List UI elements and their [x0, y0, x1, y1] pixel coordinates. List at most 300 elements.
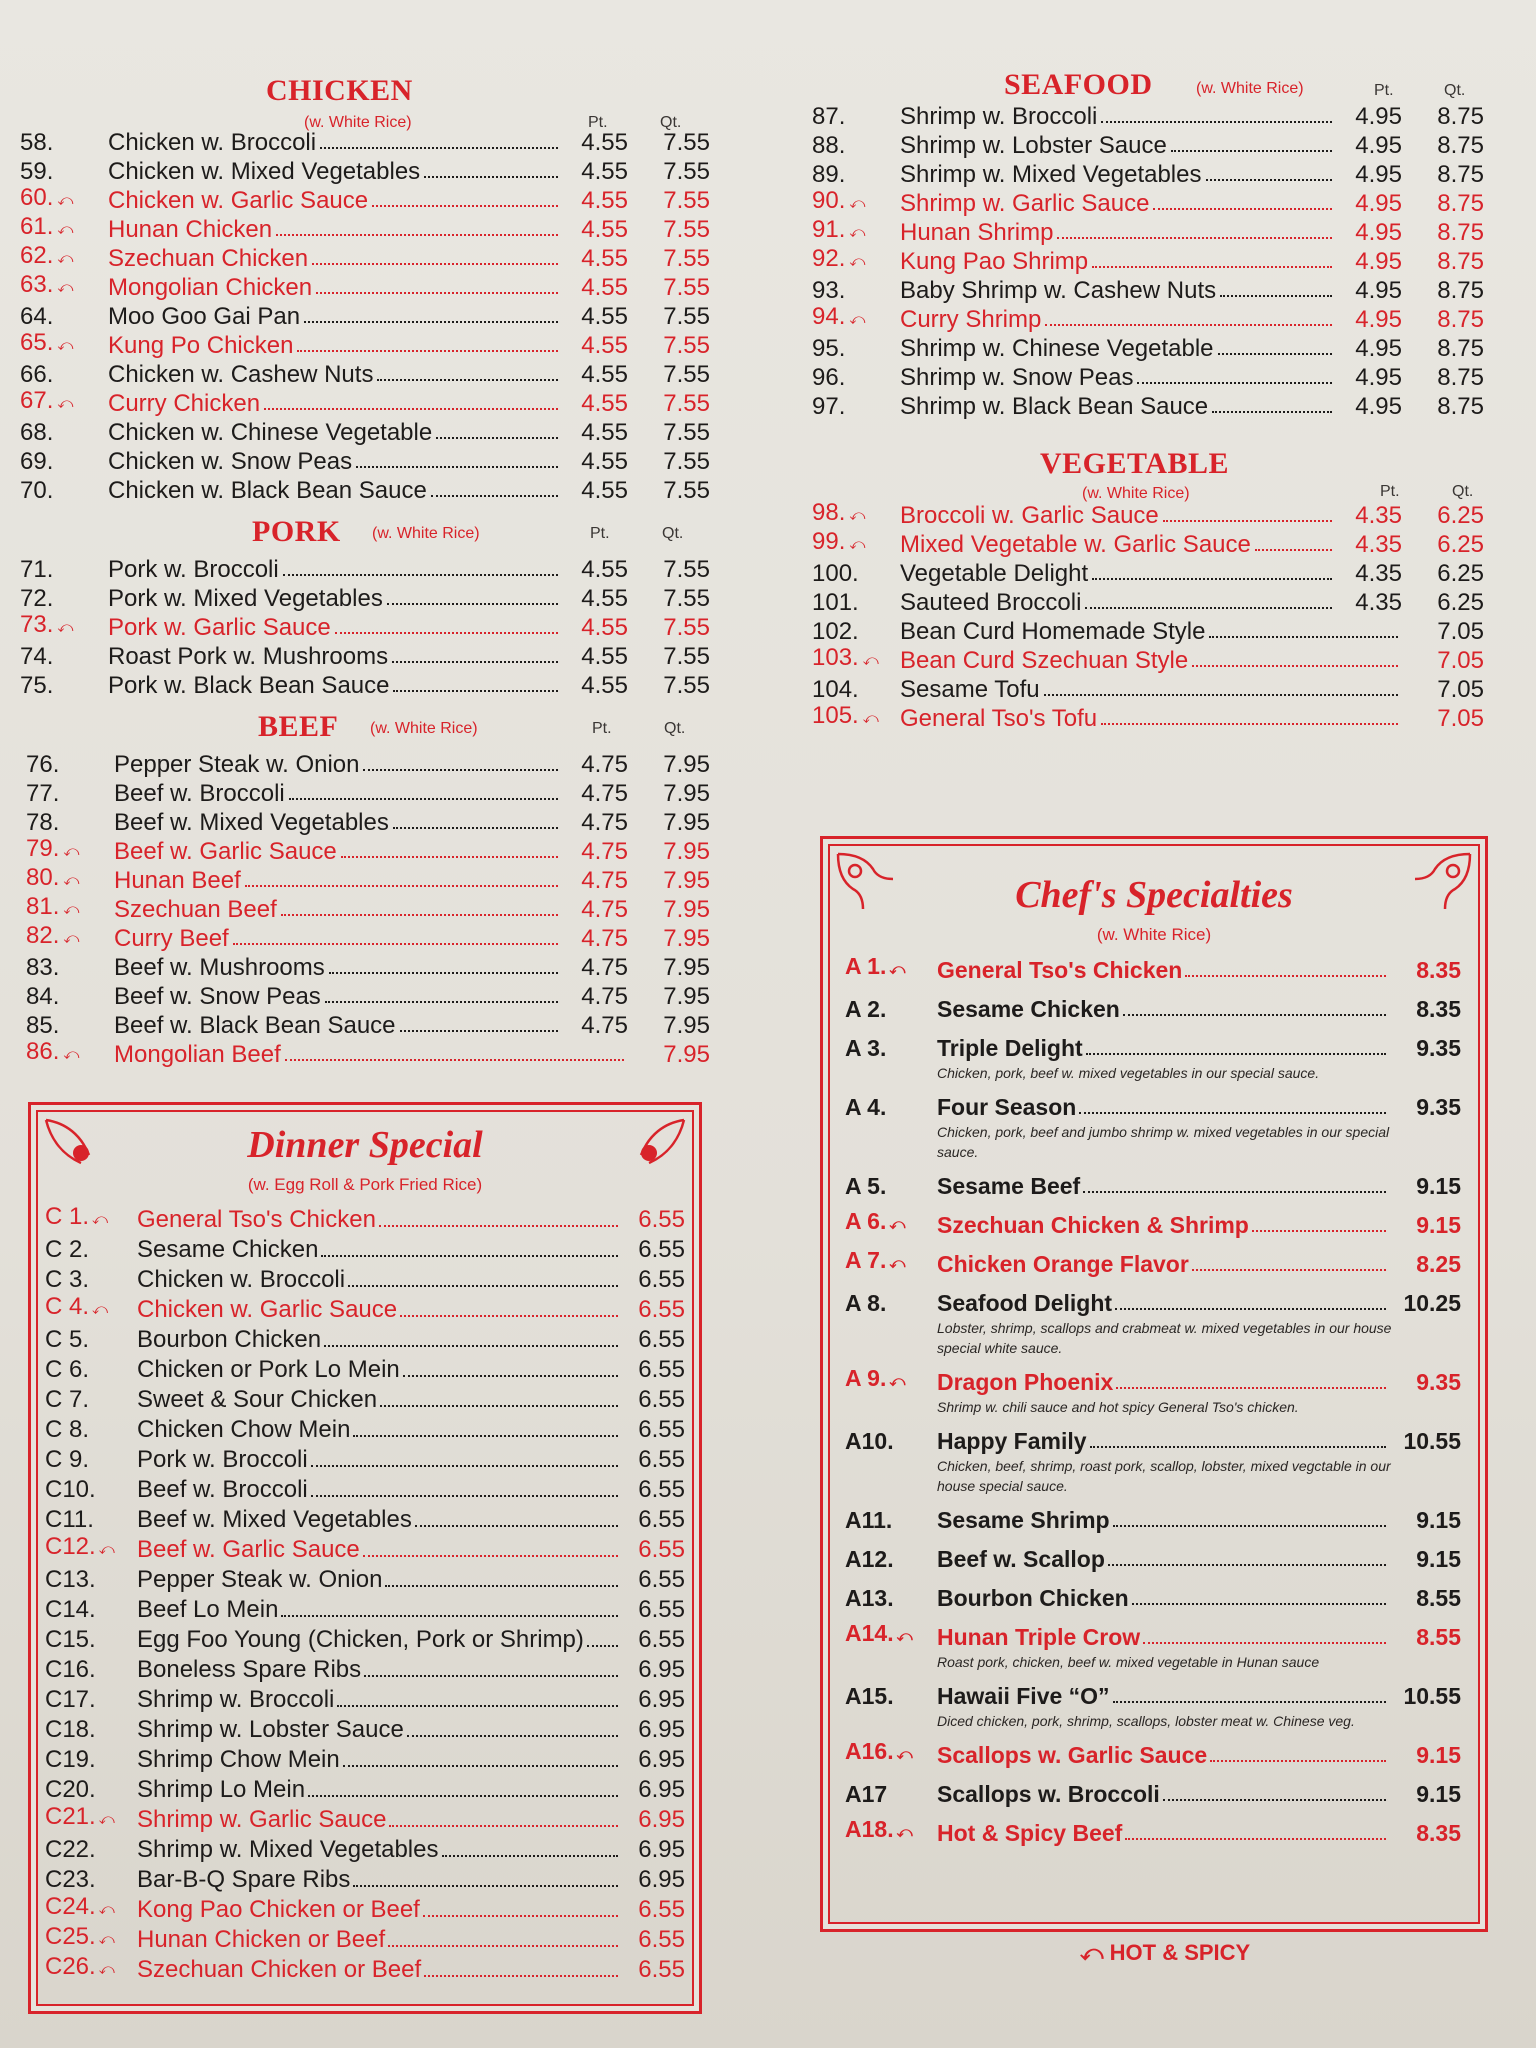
- item-name: Seafood Delight: [937, 1290, 1113, 1316]
- item-name: Happy Family: [937, 1428, 1087, 1454]
- leader-dots: [400, 1315, 618, 1317]
- menu-item: [45, 1265, 685, 1295]
- item-price: 8.55: [1416, 1585, 1461, 1611]
- menu-item: [20, 331, 710, 360]
- item-line: [845, 1033, 1461, 1063]
- menu-item: [26, 1011, 710, 1040]
- item-number-text: 71.: [20, 556, 54, 583]
- menu-item: [26, 982, 710, 1011]
- menu-item: [45, 1625, 685, 1655]
- menu-item: [45, 1445, 685, 1475]
- item-name: Chicken or Pork Lo Mein: [137, 1356, 400, 1383]
- item-price: 8.55: [1416, 1624, 1461, 1650]
- item-name: Bourbon Chicken: [937, 1585, 1129, 1611]
- item-number: [812, 392, 900, 421]
- legend-label: HOT & SPICY: [1109, 1940, 1251, 1965]
- vegetable-qt-label: Qt.: [1452, 483, 1474, 500]
- quart-price: 8.75: [1437, 277, 1484, 304]
- leader-dots: [1206, 179, 1333, 181]
- item-number: [45, 1475, 137, 1505]
- item-number: [20, 642, 108, 671]
- item-name: Beef Lo Mein: [137, 1596, 279, 1623]
- item-line: [845, 1367, 1461, 1397]
- seafood-title: SEAFOOD: [1004, 68, 1153, 101]
- item-name: Shrimp w. Broccoli: [900, 103, 1098, 130]
- item-number: [45, 1595, 137, 1625]
- leader-dots: [372, 205, 558, 207]
- seafood-list: [812, 102, 1484, 421]
- quart-price: 7.95: [663, 1041, 710, 1068]
- pepper-icon: ⤺: [849, 311, 866, 328]
- item-number: [45, 1625, 137, 1655]
- leader-dots: [363, 1555, 618, 1557]
- leader-dots: [1220, 295, 1332, 297]
- leader-dots: [1218, 353, 1332, 355]
- leader-dots: [442, 1855, 619, 1857]
- item-number-text: C 1.: [45, 1203, 90, 1230]
- menu-item: [45, 1685, 685, 1715]
- item-number-text: 60.: [20, 184, 54, 211]
- chicken-title: CHICKEN: [266, 74, 413, 107]
- item-number-text: A16.: [845, 1738, 894, 1764]
- leader-dots: [233, 943, 558, 945]
- item-price: 6.95: [638, 1836, 685, 1863]
- item-number: [845, 1618, 937, 1652]
- menu-item: [845, 1583, 1461, 1613]
- item-name: Szechuan Beef: [114, 896, 277, 923]
- item-line: [845, 955, 1461, 985]
- item-number-text: 104.: [812, 676, 859, 703]
- item-number: [20, 584, 108, 613]
- leader-dots: [1209, 636, 1398, 638]
- item-number-text: 64.: [20, 303, 54, 330]
- item-name: Beef w. Scallop: [937, 1546, 1105, 1572]
- item-number: [26, 921, 114, 953]
- item-number-text: C10.: [45, 1476, 96, 1503]
- leader-dots: [389, 1825, 618, 1827]
- item-name: Beef w. Snow Peas: [114, 983, 321, 1010]
- leader-dots: [321, 1255, 618, 1257]
- quart-price: 7.05: [1437, 618, 1484, 645]
- item-name: Hunan Triple Crow: [937, 1624, 1141, 1650]
- item-number: [45, 1745, 137, 1775]
- item-name: Chicken w. Broccoli: [108, 129, 317, 156]
- quart-price: 7.95: [663, 896, 710, 923]
- leader-dots: [424, 176, 558, 178]
- quart-price: 7.55: [663, 672, 710, 699]
- item-number-text: 58.: [20, 129, 54, 156]
- item-price: 9.35: [1416, 1369, 1461, 1395]
- quart-price: 8.75: [1437, 103, 1484, 130]
- pint-price: 4.75: [581, 780, 628, 807]
- item-number-text: 79.: [26, 835, 60, 862]
- item-number-text: C16.: [45, 1656, 96, 1683]
- item-price: 10.25: [1403, 1290, 1461, 1316]
- item-price: 9.35: [1416, 1035, 1461, 1061]
- menu-item: [45, 1895, 685, 1925]
- leader-dots: [1185, 975, 1386, 977]
- leader-dots: [1192, 1269, 1386, 1271]
- pepper-icon: ⤺: [849, 507, 866, 524]
- item-name: Hunan Beef: [114, 867, 241, 894]
- menu-item: [20, 215, 710, 244]
- item-line: [845, 1210, 1461, 1240]
- quart-price: 7.95: [663, 751, 710, 778]
- item-number-text: 105.: [812, 702, 859, 729]
- menu-item: [20, 642, 710, 671]
- item-number: [20, 418, 108, 447]
- item-number-text: 92.: [812, 245, 846, 272]
- leader-dots: [320, 147, 558, 149]
- menu-item: [20, 671, 710, 700]
- right-column: [812, 0, 1484, 733]
- quart-price: 8.75: [1437, 306, 1484, 333]
- quart-price: 6.25: [1437, 531, 1484, 558]
- item-number-text: C 3.: [45, 1266, 90, 1293]
- item-price: 6.55: [638, 1386, 685, 1413]
- item-number: [20, 610, 108, 642]
- quart-price: 8.75: [1437, 219, 1484, 246]
- item-name: Beef w. Broccoli: [114, 780, 285, 807]
- pint-price: 4.95: [1355, 132, 1402, 159]
- item-line: [845, 1681, 1461, 1711]
- item-price: 6.55: [638, 1896, 685, 1923]
- item-name: Sesame Chicken: [137, 1236, 319, 1263]
- item-price: 6.55: [638, 1596, 685, 1623]
- leader-dots: [1113, 1525, 1386, 1527]
- pepper-icon: ⤺: [849, 224, 866, 241]
- item-name: Szechuan Chicken & Shrimp: [937, 1212, 1249, 1238]
- item-name: Mongolian Beef: [114, 1041, 281, 1068]
- item-price: 9.15: [1416, 1507, 1461, 1533]
- leader-dots: [1045, 324, 1332, 326]
- item-name: Pork w. Black Bean Sauce: [108, 672, 390, 699]
- item-number-text: C15.: [45, 1626, 96, 1653]
- beef-header: [20, 710, 710, 750]
- item-name: Moo Goo Gai Pan: [108, 303, 301, 330]
- quart-price: 7.55: [663, 419, 710, 446]
- item-name: Pork w. Broccoli: [108, 556, 279, 583]
- pepper-icon: ⤺: [862, 652, 879, 669]
- pint-price: 4.55: [581, 477, 628, 504]
- leader-dots: [364, 1675, 618, 1677]
- item-number-text: 102.: [812, 618, 859, 645]
- item-price: 6.55: [638, 1506, 685, 1533]
- item-number-text: C19.: [45, 1746, 96, 1773]
- menu-item: [20, 244, 710, 273]
- pepper-icon: ⤺: [63, 843, 80, 860]
- menu-item: [26, 808, 710, 837]
- menu-item: [20, 447, 710, 476]
- item-number-text: C 6.: [45, 1356, 90, 1383]
- item-name: Beef w. Garlic Sauce: [137, 1536, 360, 1563]
- item-price: 6.95: [638, 1806, 685, 1833]
- item-number: [45, 1265, 137, 1295]
- menu-item: [845, 1544, 1461, 1574]
- leader-dots: [1101, 723, 1398, 725]
- pork-title: PORK: [252, 515, 341, 548]
- vegetable-title: VEGETABLE: [1040, 447, 1229, 480]
- leader-dots: [1210, 1760, 1386, 1762]
- item-number-text: A15.: [845, 1683, 894, 1709]
- leader-dots: [1044, 694, 1398, 696]
- item-price: 6.95: [638, 1776, 685, 1803]
- item-name: Pepper Steak w. Onion: [137, 1566, 383, 1593]
- menu-item: [26, 779, 710, 808]
- item-number: [45, 1865, 137, 1895]
- quart-price: 7.95: [663, 1012, 710, 1039]
- leader-dots: [264, 408, 558, 410]
- leader-dots: [1171, 150, 1332, 152]
- item-number-text: 59.: [20, 158, 54, 185]
- item-name: Chicken w. Black Bean Sauce: [108, 477, 427, 504]
- item-number: [26, 808, 114, 837]
- leader-dots: [1163, 520, 1332, 522]
- item-number-text: A13.: [845, 1585, 894, 1611]
- menu-item: [20, 273, 710, 302]
- item-number: [812, 276, 900, 305]
- leader-dots: [308, 1795, 618, 1797]
- quart-price: 7.55: [663, 448, 710, 475]
- item-price: 9.15: [1416, 1742, 1461, 1768]
- item-price: 8.35: [1416, 1820, 1461, 1846]
- leader-dots: [377, 379, 558, 381]
- pint-price: 4.55: [581, 643, 628, 670]
- item-number-text: 96.: [812, 364, 846, 391]
- leader-dots: [424, 1975, 618, 1977]
- dinner-special-list: [45, 1205, 685, 1985]
- item-number-text: C 8.: [45, 1416, 90, 1443]
- menu-item: [20, 128, 710, 157]
- pepper-icon: ⤺: [849, 536, 866, 553]
- item-price: 6.55: [638, 1236, 685, 1263]
- pepper-icon: ⤺: [889, 1373, 906, 1390]
- leader-dots: [1086, 1053, 1386, 1055]
- item-name: Chicken w. Garlic Sauce: [137, 1296, 398, 1323]
- item-price: 6.95: [638, 1866, 685, 1893]
- left-column: [20, 0, 710, 1069]
- menu-item: [812, 276, 1484, 305]
- item-name: Four Season: [937, 1094, 1077, 1120]
- item-name: Triple Delight: [937, 1035, 1083, 1061]
- quart-price: 7.55: [663, 303, 710, 330]
- item-name: Shrimp w. Garlic Sauce: [900, 190, 1150, 217]
- quart-price: 7.95: [663, 780, 710, 807]
- item-name: Shrimp w. Snow Peas: [900, 364, 1134, 391]
- leader-dots: [436, 437, 558, 439]
- vegetable-subtitle: (w. White Rice): [1082, 485, 1190, 502]
- leader-dots: [407, 1735, 618, 1737]
- item-name: General Tso's Chicken: [937, 957, 1183, 983]
- pint-price: 4.95: [1355, 103, 1402, 130]
- item-number: [812, 675, 900, 704]
- leader-dots: [1255, 549, 1332, 551]
- menu-item: [812, 675, 1484, 704]
- item-name: Beef w. Mixed Vegetables: [114, 809, 389, 836]
- menu-item: [845, 1171, 1461, 1201]
- item-name: Chicken Chow Mein: [137, 1416, 351, 1443]
- leader-dots: [341, 856, 558, 858]
- menu-item: [812, 530, 1484, 559]
- pepper-icon: ⤺: [889, 1216, 906, 1233]
- item-number: [845, 1583, 937, 1613]
- item-number: [20, 386, 108, 418]
- pint-price: 4.95: [1355, 248, 1402, 275]
- item-number-text: 103.: [812, 644, 859, 671]
- pint-price: 4.75: [581, 809, 628, 836]
- leader-dots: [356, 466, 558, 468]
- quart-price: 7.05: [1437, 705, 1484, 732]
- leader-dots: [325, 1001, 558, 1003]
- pint-price: 4.55: [581, 332, 628, 359]
- menu-item: [20, 613, 710, 642]
- item-number: [812, 498, 900, 530]
- pint-price: 4.55: [581, 245, 628, 272]
- quart-price: 7.55: [663, 245, 710, 272]
- item-line: [845, 1544, 1461, 1574]
- item-price: 6.95: [638, 1746, 685, 1773]
- pork-header: [20, 515, 710, 555]
- item-description: Shrimp w. chili sauce and hot spicy General Tso's chicken.: [937, 1399, 1299, 1415]
- quart-price: 6.25: [1437, 560, 1484, 587]
- pepper-icon: ⤺: [57, 221, 74, 238]
- leader-dots: [1153, 208, 1332, 210]
- item-name: Shrimp w. Mixed Vegetables: [900, 161, 1202, 188]
- menu-item: [45, 1295, 685, 1325]
- item-number: [845, 1426, 937, 1456]
- item-price: 6.55: [638, 1446, 685, 1473]
- item-name: Bar-B-Q Spare Ribs: [137, 1866, 351, 1893]
- pint-price: 4.35: [1355, 589, 1402, 616]
- leader-dots: [329, 972, 558, 974]
- menu-item: [26, 750, 710, 779]
- pint-price: 4.35: [1355, 502, 1402, 529]
- item-number: [812, 588, 900, 617]
- item-number-text: A 3.: [845, 1035, 887, 1061]
- leader-dots: [1057, 237, 1332, 239]
- item-number: [45, 1835, 137, 1865]
- item-number: [45, 1445, 137, 1475]
- leader-dots: [1083, 1191, 1386, 1193]
- item-number: [812, 701, 900, 733]
- pint-price: 4.55: [581, 129, 628, 156]
- menu-item: [20, 555, 710, 584]
- item-name: Beef w. Black Bean Sauce: [114, 1012, 396, 1039]
- item-number: [812, 186, 900, 218]
- menu-item: [845, 1092, 1461, 1162]
- item-name: Kung Po Chicken: [108, 332, 294, 359]
- item-number-text: 66.: [20, 361, 54, 388]
- item-number-text: C 4.: [45, 1293, 90, 1320]
- item-number-text: 91.: [812, 216, 846, 243]
- item-line: [845, 1426, 1461, 1456]
- item-number: [20, 241, 108, 273]
- item-price: 9.15: [1416, 1781, 1461, 1807]
- pepper-icon: ⤺: [63, 930, 80, 947]
- item-line: [845, 1583, 1461, 1613]
- leader-dots: [316, 292, 558, 294]
- item-name: Chicken w. Cashew Nuts: [108, 361, 374, 388]
- item-number-text: 77.: [26, 780, 60, 807]
- pint-price: 4.95: [1355, 306, 1402, 333]
- item-number-text: C 5.: [45, 1326, 90, 1353]
- vegetable-pt-label: Pt.: [1380, 483, 1400, 500]
- menu-item: [45, 1655, 685, 1685]
- quart-price: 7.55: [663, 332, 710, 359]
- item-number-text: 95.: [812, 335, 846, 362]
- item-price: 6.55: [638, 1536, 685, 1563]
- item-number-text: C26.: [45, 1953, 96, 1980]
- item-line: [845, 1779, 1461, 1809]
- menu-item: [45, 1385, 685, 1415]
- quart-price: 7.55: [663, 129, 710, 156]
- pork-list: [20, 555, 710, 700]
- leader-dots: [283, 574, 558, 576]
- item-price: 9.15: [1416, 1173, 1461, 1199]
- item-line: [845, 1171, 1461, 1201]
- item-number-text: A14.: [845, 1620, 894, 1646]
- pint-price: 4.95: [1355, 161, 1402, 188]
- pint-price: 4.75: [581, 983, 628, 1010]
- leader-dots: [1116, 1387, 1386, 1389]
- seafood-subtitle: (w. White Rice): [1196, 80, 1304, 97]
- pint-price: 4.95: [1355, 364, 1402, 391]
- leader-dots: [1090, 1446, 1386, 1448]
- pint-price: 4.75: [581, 838, 628, 865]
- item-name: Scallops w. Garlic Sauce: [937, 1742, 1208, 1768]
- leader-dots: [1113, 1701, 1386, 1703]
- item-number-text: 86.: [26, 1038, 60, 1065]
- pepper-icon: ⤺: [98, 1931, 115, 1948]
- menu-item: [45, 1415, 685, 1445]
- menu-item: [812, 392, 1484, 421]
- seafood-header: [812, 68, 1484, 108]
- item-name: Beef w. Garlic Sauce: [114, 838, 337, 865]
- menu-item: [45, 1235, 685, 1265]
- item-line: [845, 1092, 1461, 1122]
- item-number-text: C13.: [45, 1566, 96, 1593]
- item-number-text: 78.: [26, 809, 60, 836]
- pint-price: 4.75: [581, 867, 628, 894]
- quart-price: 8.75: [1437, 132, 1484, 159]
- pork-subtitle: (w. White Rice): [372, 525, 480, 542]
- item-number: [26, 863, 114, 895]
- item-number-text: 97.: [812, 393, 846, 420]
- leader-dots: [403, 1375, 618, 1377]
- leader-dots: [1125, 1838, 1386, 1840]
- item-number: [20, 183, 108, 215]
- leader-dots: [281, 1615, 618, 1617]
- pepper-icon: ⤺: [896, 1746, 913, 1763]
- item-number: [20, 447, 108, 476]
- item-number-text: 83.: [26, 954, 60, 981]
- leader-dots: [380, 1405, 618, 1407]
- quart-price: 7.55: [663, 614, 710, 641]
- item-number: [845, 1288, 937, 1318]
- item-number-text: C25.: [45, 1923, 96, 1950]
- quart-price: 7.55: [663, 643, 710, 670]
- beef-list: [26, 750, 710, 1069]
- item-name: Chicken w. Mixed Vegetables: [108, 158, 421, 185]
- leader-dots: [324, 1345, 618, 1347]
- item-number-text: A10.: [845, 1428, 894, 1454]
- leader-dots: [587, 1645, 618, 1647]
- item-name: Shrimp Lo Mein: [137, 1776, 306, 1803]
- leader-dots: [1163, 1799, 1386, 1801]
- item-number: [20, 270, 108, 302]
- menu-item: [26, 866, 710, 895]
- item-price: 8.25: [1416, 1251, 1461, 1277]
